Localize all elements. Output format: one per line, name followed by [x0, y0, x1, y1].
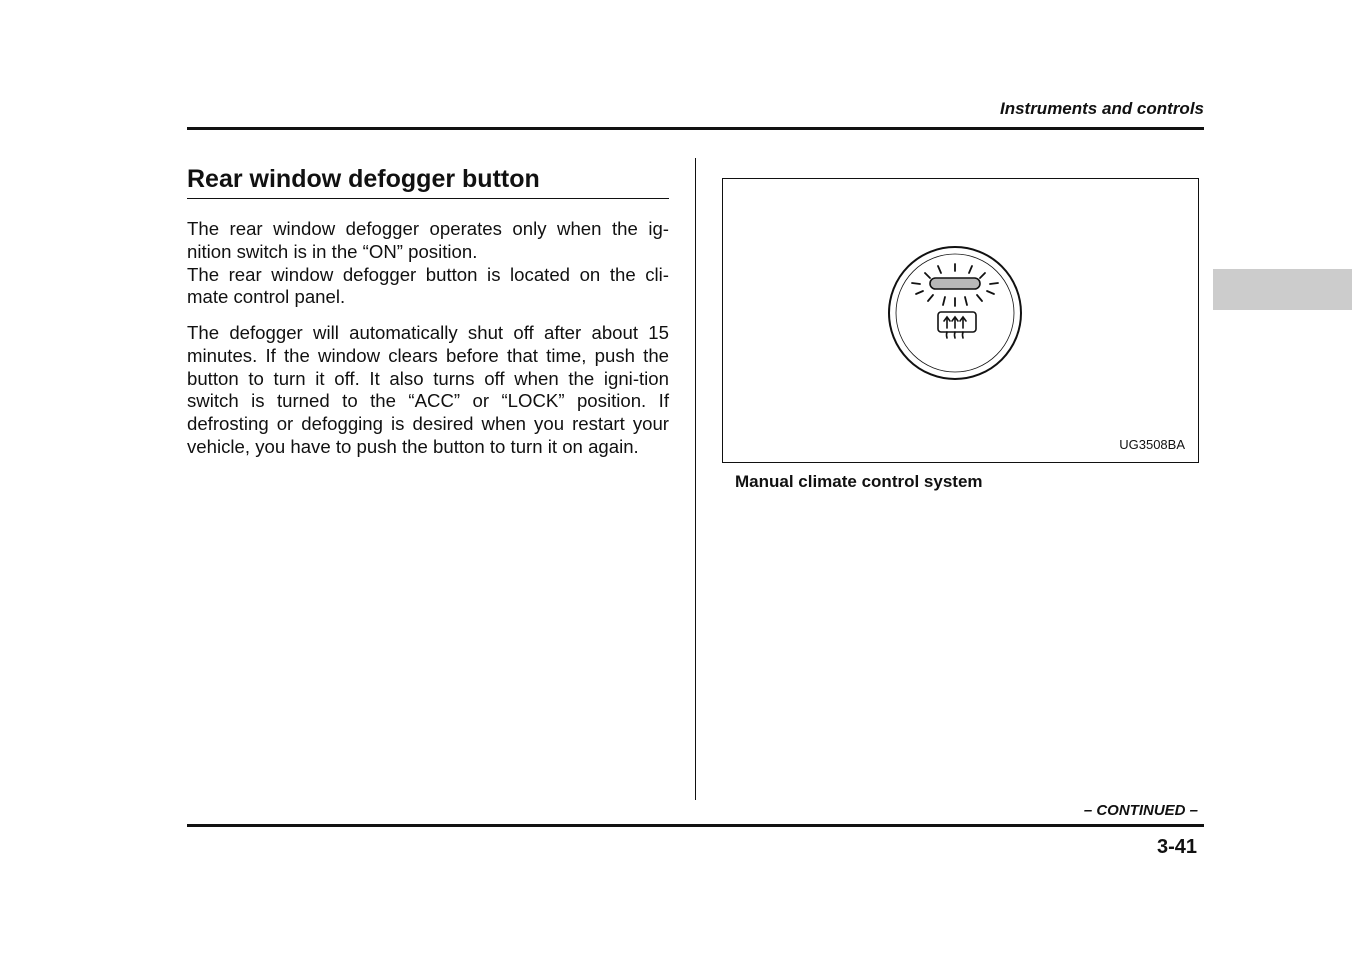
defogger-button-illustration: [723, 179, 1198, 462]
indicator-lamp: [930, 278, 980, 289]
footer-rule: [187, 824, 1204, 827]
running-header: Instruments and controls: [999, 99, 1204, 118]
section-title: Rear window defogger button: [187, 165, 669, 199]
paragraph-location: The rear window defogger button is located on the cli-mate control panel.: [187, 263, 669, 308]
paragraph-ignition: The rear window defogger operates only when the ig-nition switch is in the “ON” position.: [187, 218, 669, 262]
continued-note: – CONTINUED –: [1083, 802, 1198, 819]
column-divider: [695, 158, 696, 800]
figure-caption: Manual climate control system: [735, 472, 983, 491]
header-rule: [187, 127, 1204, 130]
paragraph-auto-shutoff: The defogger will automatically shut off after about 15 minutes. If the window clears before that time, push the button to turn it off. It also turns off when the igni-tion switch is turned to the “ACC” or “LOCK” position. If defrosting or defogging is desired when you restart your vehicle, you have to push the button to turn it on again.: [187, 322, 669, 457]
figure-defogger-button: [722, 178, 1199, 463]
chapter-tab-marker: [1213, 269, 1352, 310]
figure-code: UG3508BA: [1119, 437, 1185, 452]
paragraph-group-1: [187, 218, 669, 309]
paragraph-group-2: [187, 322, 669, 459]
page-number: 3-41: [1156, 836, 1197, 858]
